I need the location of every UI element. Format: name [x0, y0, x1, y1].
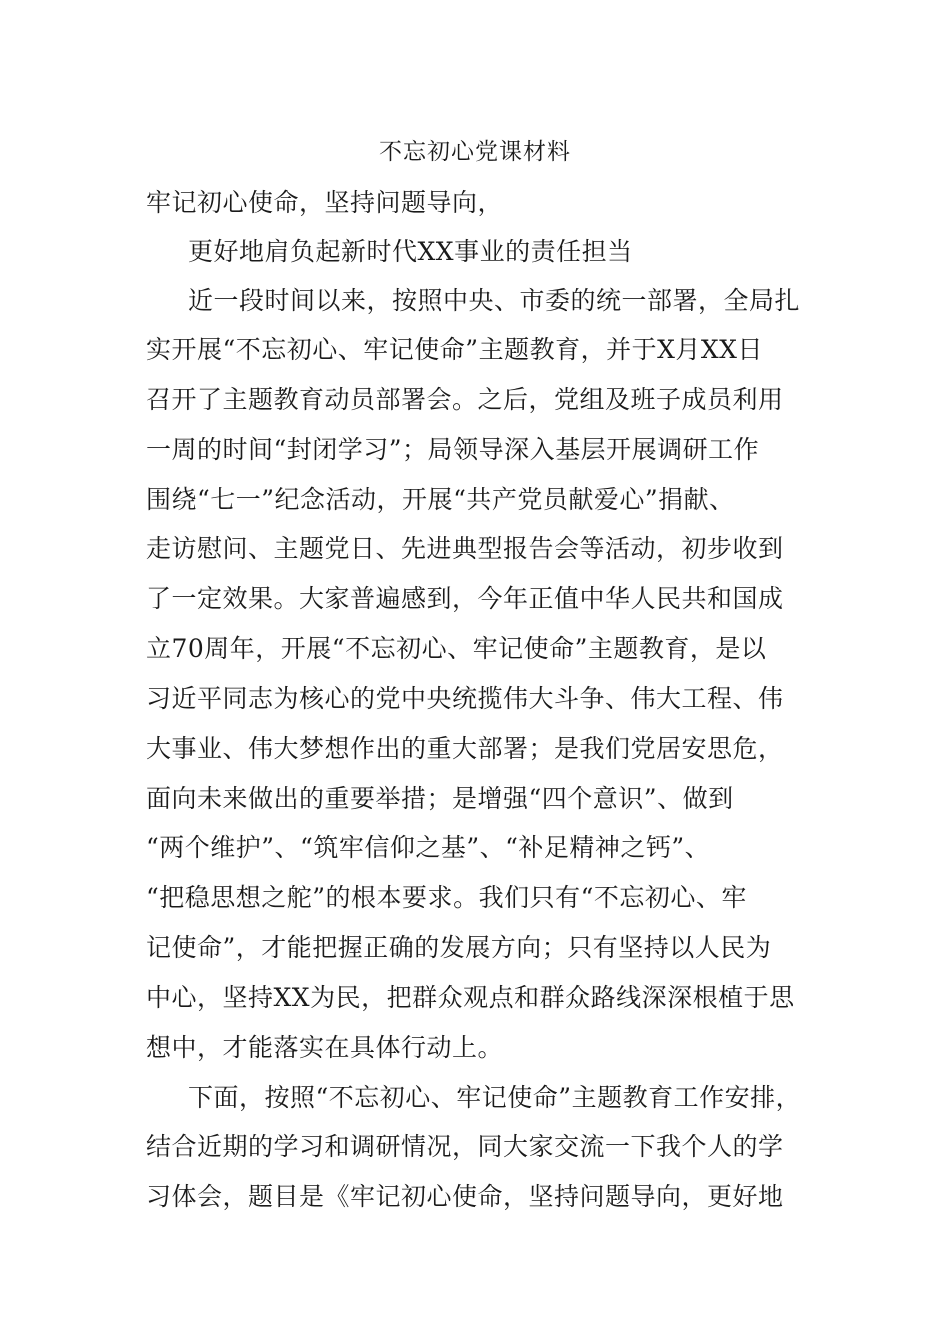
paragraph-1-line: 围绕“七一”纪念活动，开展“共产党员献爱心”捐献、 [146, 485, 735, 514]
paragraph-1-line: 习近平同志为核心的党中央统揽伟大斗争、伟大工程、伟 [146, 684, 784, 713]
paragraph-1-line: “两个维护”、“筑牢信仰之基”、“补足精神之钙”、 [146, 833, 711, 862]
subtitle-line-1: 牢记初心使命，坚持问题导向， [146, 188, 504, 217]
paragraph-1-line: 想中，才能落实在具体行动上。 [146, 1033, 504, 1062]
paragraph-1-line: 记使命”，才能把握正确的发展方向；只有坚持以人民为 [146, 933, 772, 962]
paragraph-1-line: 一周的时间“封闭学习”；局领导深入基层开展调研工作 [146, 435, 760, 464]
paragraph-1-line: 了一定效果。大家普遍感到，今年正值中华人民共和国成 [146, 584, 784, 613]
paragraph-1-line: 立70周年，开展“不忘初心、牢记使命”主题教育，是以 [146, 634, 767, 663]
paragraph-1-line: 面向未来做出的重要举措；是增强“四个意识”、做到 [146, 784, 734, 813]
paragraph-1-line: 中心，坚持XX为民，把群众观点和群众路线深深根植于思 [146, 983, 795, 1012]
paragraph-1-line: 近一段时间以来，按照中央、市委的统一部署，全局扎 [188, 286, 801, 315]
paragraph-2-line: 习体会，题目是《牢记初心使命，坚持问题导向，更好地 [146, 1182, 784, 1211]
paragraph-1-line: “把稳思想之舵”的根本要求。我们只有“不忘初心、牢 [146, 883, 747, 912]
paragraph-1-line: 召开了主题教育动员部署会。之后，党组及班子成员利用 [146, 385, 784, 414]
paragraph-1-line: 大事业、伟大梦想作出的重大部署；是我们党居安思危， [146, 734, 784, 763]
paragraph-2-line: 下面，按照“不忘初心、牢记使命”主题教育工作安排， [188, 1083, 802, 1112]
paragraph-1-line: 走访慰问、主题党日、先进典型报告会等活动，初步收到 [146, 534, 784, 563]
paragraph-1-line: 实开展“不忘初心、牢记使命”主题教育，并于X月XX日 [146, 335, 763, 364]
subtitle-line-2: 更好地肩负起新时代XX事业的责任担当 [188, 237, 633, 266]
paragraph-2-line: 结合近期的学习和调研情况，同大家交流一下我个人的学 [146, 1132, 784, 1161]
document-title: 不忘初心党课材料 [379, 139, 571, 165]
